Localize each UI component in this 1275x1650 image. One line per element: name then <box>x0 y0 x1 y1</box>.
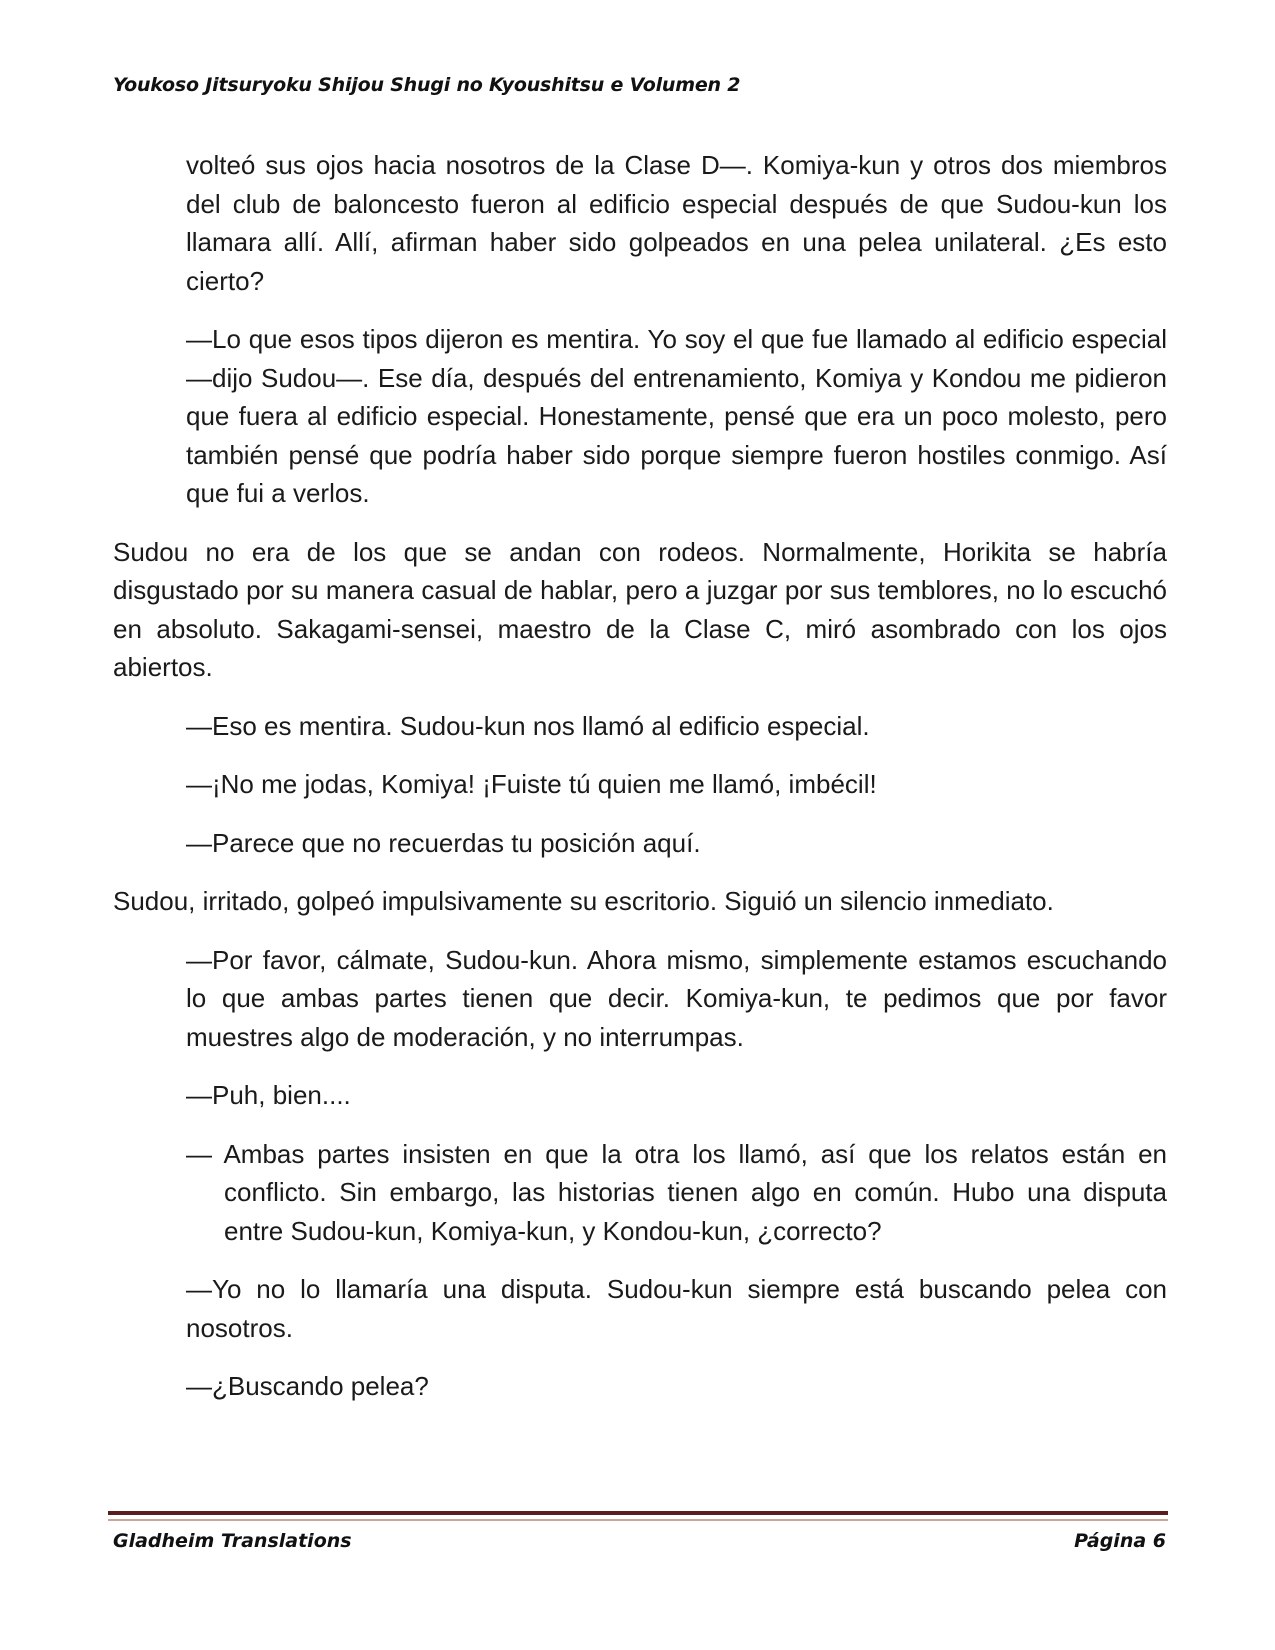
footer-divider-accent <box>108 1519 1168 1521</box>
dialogue-paragraph: —Puh, bien.... <box>186 1080 351 1110</box>
paragraph: volteó sus ojos hacia nosotros de la Clase D—. Komiya-kun y otros dos miembros del club de baloncesto fueron al edificio especial después de que Sudou-kun los llamara allí. Allí, afirman haber sido golpeados en una pelea unilateral. ¿Es esto cierto? <box>186 150 1167 296</box>
body-text <box>113 146 1167 1426</box>
dialogue-paragraph: —Por favor, cálmate, Sudou-kun. Ahora mismo, simplemente estamos escuchando lo que ambas partes tienen que decir. Komiya-kun, te pedimos que por favor muestres algo de moderación, y no interrumpas. <box>186 944 1167 1052</box>
footer-publisher: Gladheim Translations <box>113 1530 352 1552</box>
dialogue-paragraph: —Parece que no recuerdas tu posición aquí. <box>186 827 701 858</box>
narration-paragraph: Sudou no era de los que se andan con rodeos. Normalmente, Horikita se habría disgustado por su manera casual de hablar, pero a juzgar por sus temblores, no lo escuchó en absoluto. Sakagami-sensei, maestro de la Clase C, miró asombrado con los ojos abiertos. <box>113 536 1167 682</box>
dialogue-paragraph: —¡No me jodas, Komiya! ¡Fuiste tú quien me llamó, imbécil! <box>186 769 877 799</box>
dialogue-paragraph: — Ambas partes insisten en que la otra los llamó, así que los relatos están en conflicto. Sin embargo, las historias tienen algo en común. Hubo una disputa entre Sudou-kun, Komiya-kun, y Kondou-kun, ¿correcto? <box>186 1138 1167 1246</box>
narration-paragraph: Sudou, irritado, golpeó impulsivamente su escritorio. Siguió un silencio inmediato. <box>113 886 1054 916</box>
dialogue-paragraph: —Yo no lo llamaría una disputa. Sudou-kun siempre está buscando pelea con nosotros. <box>186 1274 1167 1343</box>
page-header-title: Youkoso Jitsuryoku Shijou Shugi no Kyoushitsu e Volumen 2 <box>113 74 741 96</box>
page-number: Página 6 <box>1074 1530 1166 1552</box>
dialogue-paragraph: —Eso es mentira. Sudou-kun nos llamó al edificio especial. <box>186 710 870 741</box>
dialogue-paragraph: —Lo que esos tipos dijeron es mentira. Yo soy el que fue llamado al edificio especial —dijo Sudou—. Ese día, después del entrenamiento, Komiya y Kondou me pidieron que fuera al edificio especial. Honestamente, pensé que era un poco molesto, pero también pensé que podría haber sido porque siempre fueron hostiles conmigo. Así que fui a verlos. <box>186 324 1167 508</box>
dialogue-paragraph: —¿Buscando pelea? <box>186 1371 429 1401</box>
footer-divider <box>108 1511 1168 1515</box>
